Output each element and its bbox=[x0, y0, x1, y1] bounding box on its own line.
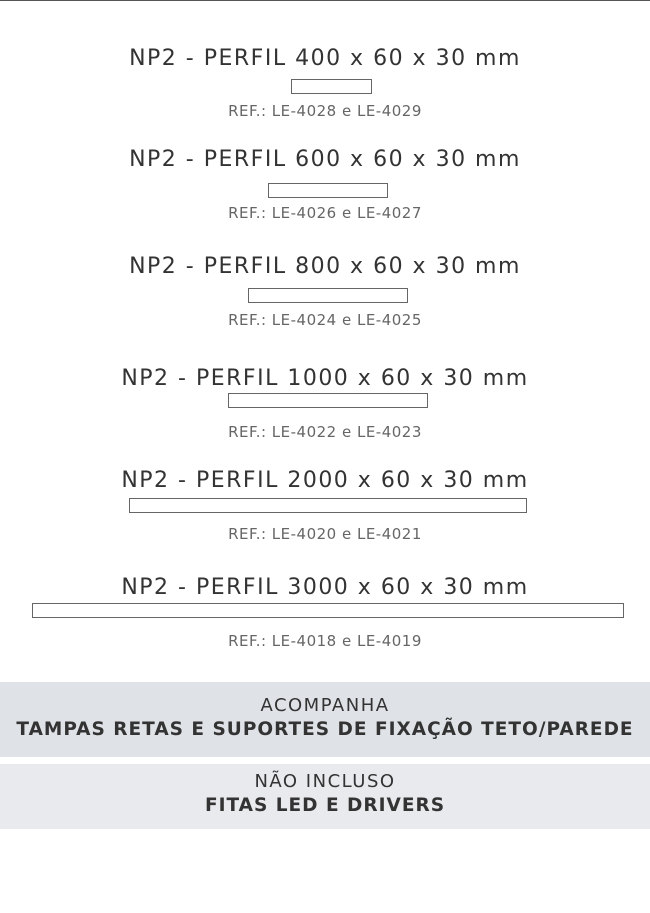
profile-title-2000: NP2 - PERFIL 2000 x 60 x 30 mm bbox=[121, 468, 529, 493]
included-heading: ACOMPANHA bbox=[260, 695, 390, 716]
profile-title-3000: NP2 - PERFIL 3000 x 60 x 30 mm bbox=[121, 575, 529, 600]
not-included-band bbox=[0, 764, 650, 829]
profile-bar-400 bbox=[291, 79, 372, 94]
profile-title-800: NP2 - PERFIL 800 x 60 x 30 mm bbox=[129, 254, 521, 279]
top-rule bbox=[0, 0, 650, 1]
profile-ref-800: REF.: LE-4024 e LE-4025 bbox=[228, 311, 422, 329]
not-included-heading: NÃO INCLUSO bbox=[254, 771, 396, 792]
profile-title-1000: NP2 - PERFIL 1000 x 60 x 30 mm bbox=[121, 366, 529, 391]
included-text: TAMPAS RETAS E SUPORTES DE FIXAÇÃO TETO/PAREDE bbox=[16, 719, 634, 740]
profile-ref-400: REF.: LE-4028 e LE-4029 bbox=[228, 102, 422, 120]
profile-ref-1000: REF.: LE-4022 e LE-4023 bbox=[228, 423, 422, 441]
profile-bar-1000 bbox=[228, 393, 428, 408]
profile-ref-2000: REF.: LE-4020 e LE-4021 bbox=[228, 525, 422, 543]
profile-bar-3000 bbox=[32, 603, 624, 618]
profile-bar-800 bbox=[248, 288, 408, 303]
included-band bbox=[0, 682, 650, 757]
profile-ref-600: REF.: LE-4026 e LE-4027 bbox=[228, 204, 422, 222]
profile-bar-2000 bbox=[129, 498, 527, 513]
profile-ref-3000: REF.: LE-4018 e LE-4019 bbox=[228, 632, 422, 650]
not-included-text: FITAS LED E DRIVERS bbox=[204, 795, 446, 816]
profile-title-600: NP2 - PERFIL 600 x 60 x 30 mm bbox=[129, 147, 521, 172]
profile-title-400: NP2 - PERFIL 400 x 60 x 30 mm bbox=[129, 46, 521, 71]
profile-bar-600 bbox=[268, 183, 388, 198]
